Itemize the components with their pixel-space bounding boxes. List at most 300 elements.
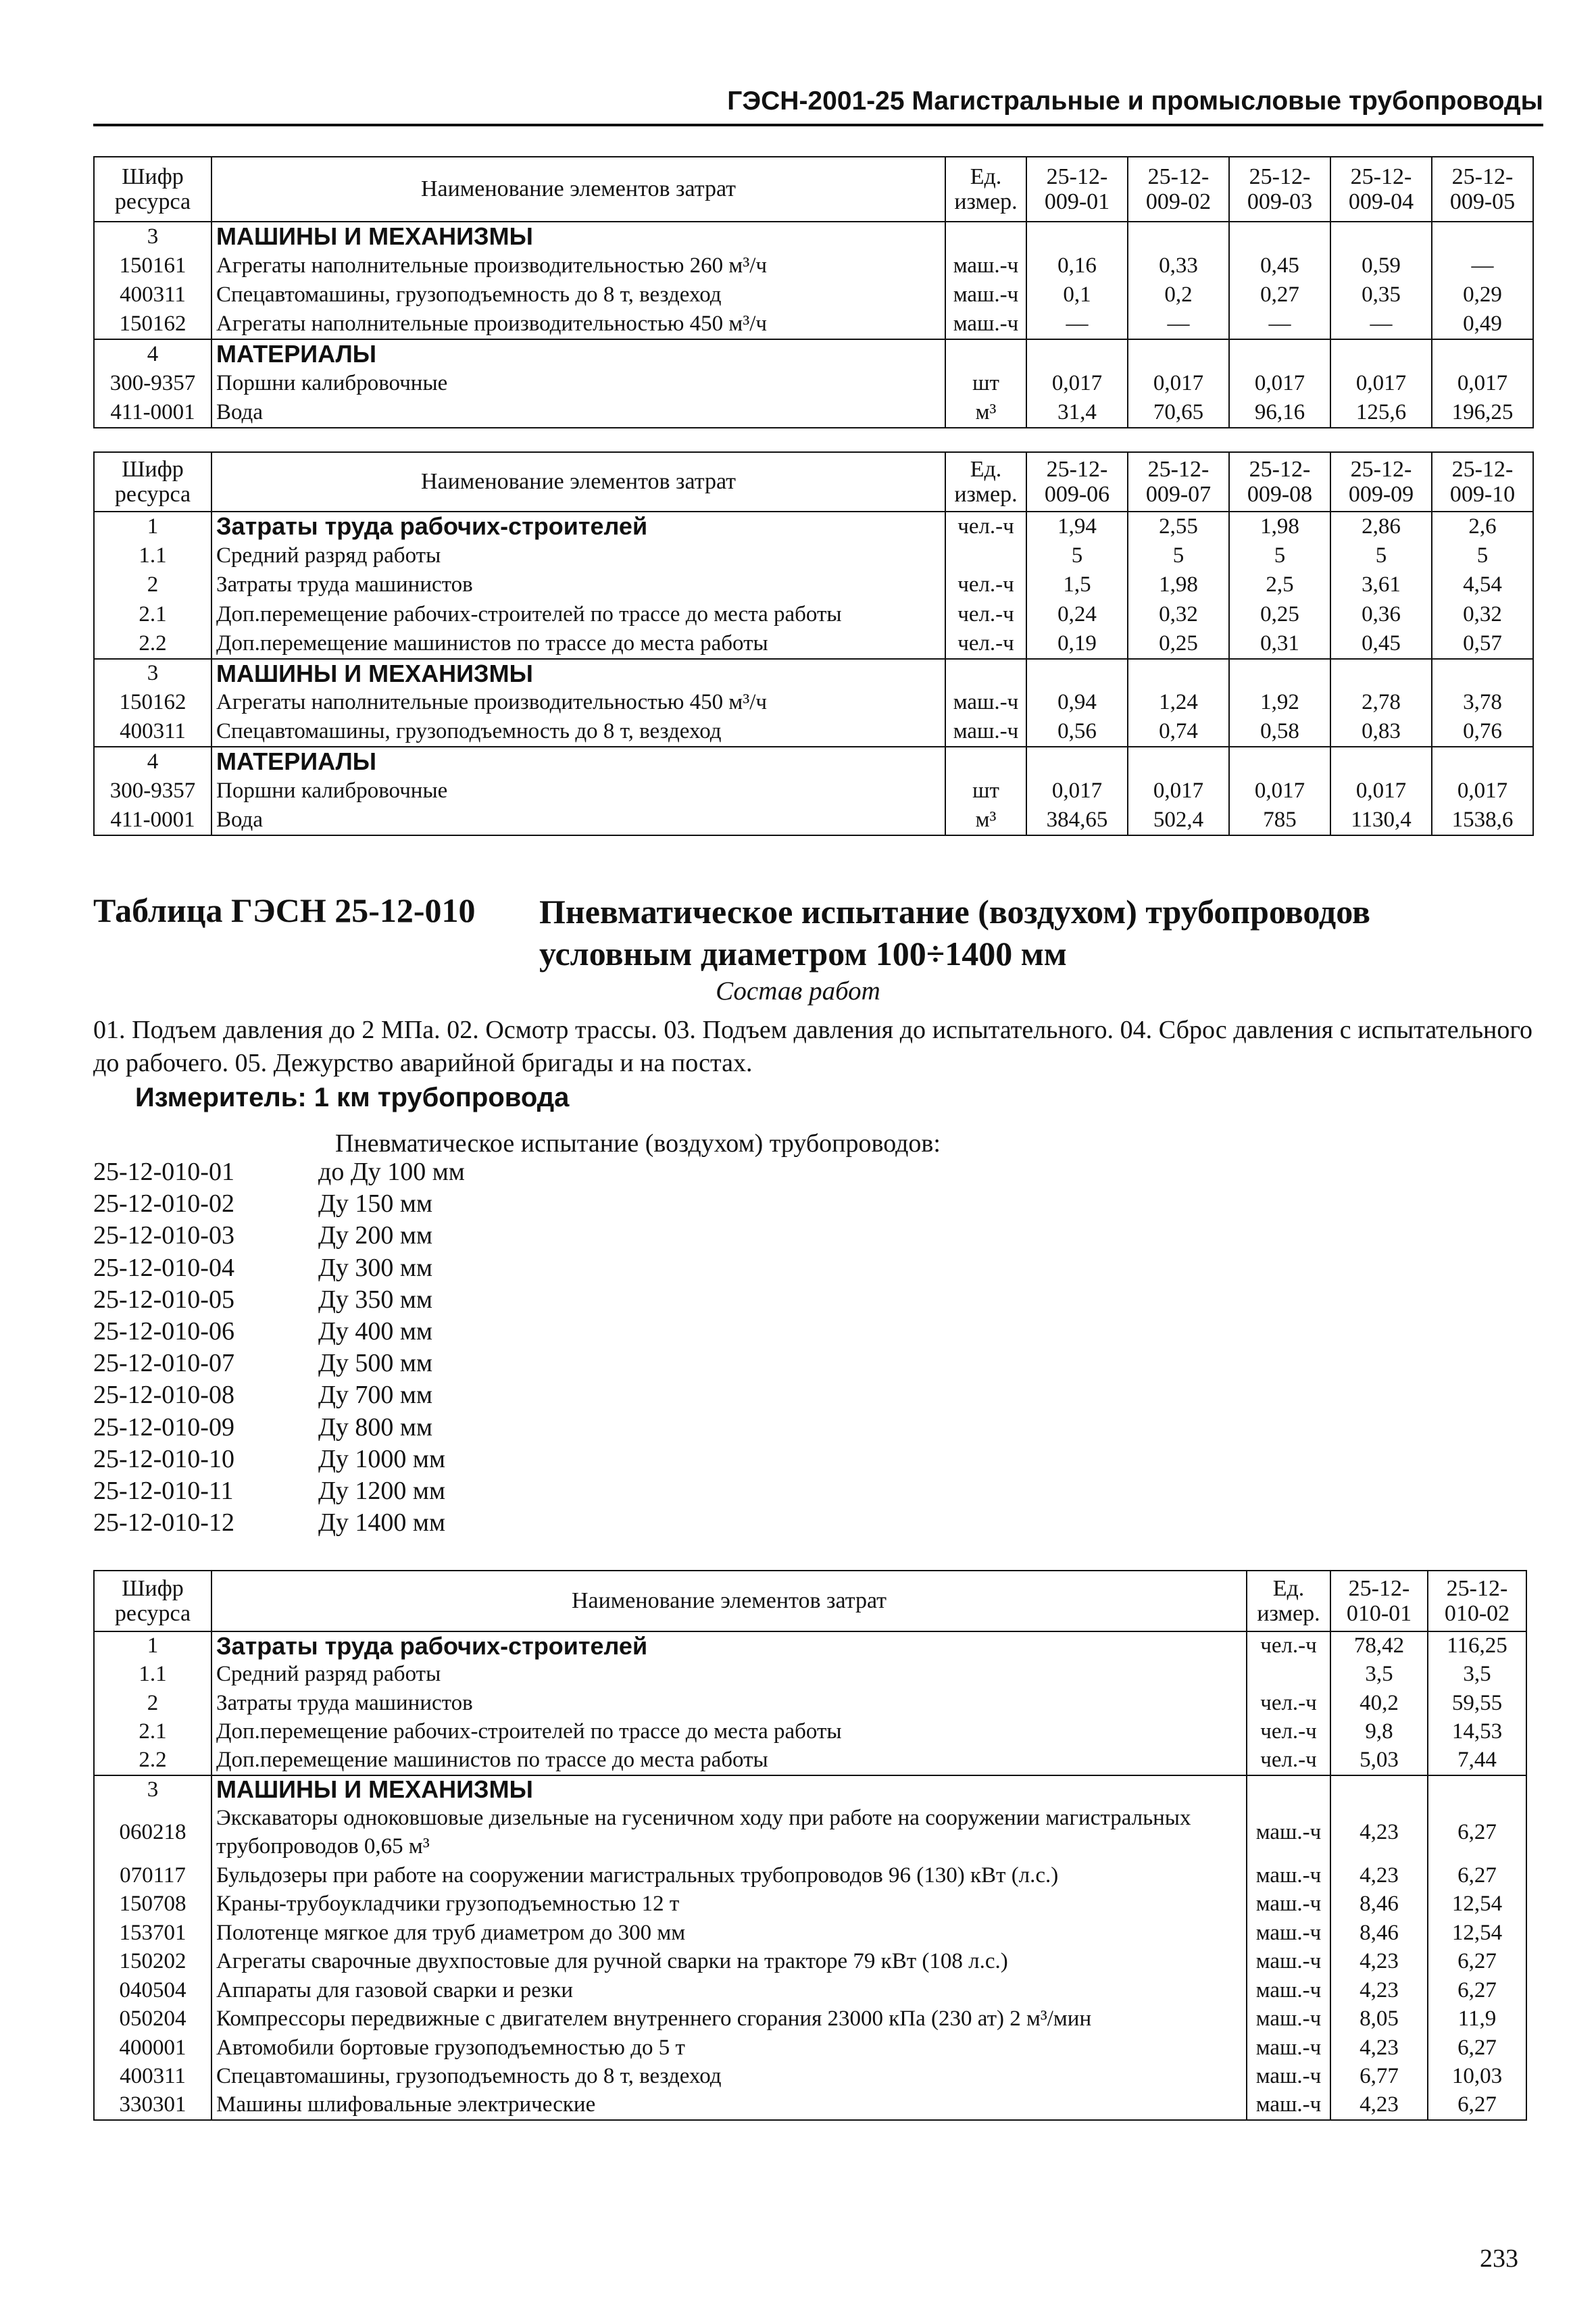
norm-value: — [1026, 310, 1128, 340]
norm-value: 196,25 [1432, 398, 1533, 428]
column-header [1432, 157, 1533, 222]
norm-value: 1,98 [1229, 512, 1330, 541]
column-header [1330, 157, 1432, 222]
resource-code: 400311 [94, 280, 211, 310]
cost-element-name: Экскаваторы одноковшовые дизельные на гусеничном ходу при работе на сооружении магистральных трубопроводов 0,65 м³ [211, 1804, 1247, 1861]
unit-of-measure: чел.-ч [945, 600, 1026, 630]
column-header [1229, 157, 1330, 222]
norm-value: 2,86 [1330, 512, 1432, 541]
table-row [94, 1890, 1526, 1919]
composition-label: Состав работ [716, 977, 880, 1006]
norm-value [1128, 659, 1229, 689]
unit-header-line2: измер. [954, 189, 1018, 214]
resource-code: 150162 [94, 310, 211, 340]
cost-element-name: Агрегаты наполнительные производительностью 450 м³/ч [211, 310, 945, 340]
resource-code: 330301 [94, 2091, 211, 2120]
cost-element-name: Доп.перемещение машинистов по трассе до места работы [211, 629, 945, 659]
norm-value: 0,36 [1330, 600, 1432, 630]
norm-value: 0,58 [1229, 718, 1330, 747]
unit-of-measure: шт [945, 369, 1026, 399]
measure-unit: Измеритель: 1 км трубопровода [135, 1083, 570, 1112]
code-header [94, 452, 211, 512]
resource-code: 150162 [94, 688, 211, 718]
table-header [94, 452, 1533, 512]
norm-value [1432, 747, 1533, 777]
resource-code: 1 [94, 1631, 211, 1660]
norms-table-010 [93, 1570, 1527, 2121]
norm-value: 7,44 [1428, 1746, 1526, 1775]
cost-element-name: Доп.перемещение машинистов по трассе до места работы [211, 1746, 1247, 1775]
unit-of-measure: чел.-ч [1247, 1746, 1330, 1775]
norm-value: 0,16 [1026, 251, 1128, 281]
resource-code: 400311 [94, 718, 211, 747]
table-header [94, 157, 1533, 222]
norm-value: 0,49 [1432, 310, 1533, 340]
unit-of-measure: маш.-ч [1247, 2034, 1330, 2063]
resource-code: 1.1 [94, 541, 211, 571]
cost-element-name: Доп.перемещение рабочих-строителей по трассе до места работы [211, 600, 945, 630]
cost-element-name: Машины шлифовальные электрические [211, 2091, 1247, 2120]
resource-code: 2.1 [94, 1718, 211, 1747]
norm-value: 0,017 [1432, 777, 1533, 806]
norm-value [1026, 339, 1128, 369]
unit-of-measure [1247, 1775, 1330, 1804]
column-header-line2: 009-05 [1449, 189, 1516, 214]
table-body [94, 1631, 1526, 2120]
table-row [94, 280, 1533, 310]
norm-value: 40,2 [1330, 1689, 1428, 1718]
table-row [94, 1804, 1526, 1861]
unit-header-line1: Ед. [970, 456, 1002, 482]
column-header-line2: 009-04 [1348, 189, 1414, 214]
resource-code: 2 [94, 570, 211, 600]
norm-description: Ду 200 мм [318, 1221, 433, 1250]
table-row [94, 310, 1533, 340]
norm-value: 0,33 [1128, 251, 1229, 281]
norm-value: 8,46 [1330, 1890, 1428, 1919]
code-header [94, 157, 211, 222]
column-header-line2: 009-07 [1145, 482, 1212, 507]
norm-value: 5 [1026, 541, 1128, 571]
norm-value: 9,8 [1330, 1718, 1428, 1747]
norm-value: 0,74 [1128, 718, 1229, 747]
unit-of-measure: м³ [945, 806, 1026, 835]
norms-table-009-06-10 [93, 451, 1534, 836]
norm-value: 0,19 [1026, 629, 1128, 659]
section-row [94, 339, 1533, 369]
code-header-line2: ресурса [114, 1601, 191, 1626]
norm-value: 0,017 [1229, 777, 1330, 806]
table-row [94, 2063, 1526, 2092]
table-row [94, 1718, 1526, 1747]
unit-of-measure [945, 222, 1026, 251]
table-row [94, 1976, 1526, 2005]
resource-code: 2.1 [94, 600, 211, 630]
code-header [94, 1571, 211, 1631]
column-header-line1: 25-12- [1249, 164, 1311, 189]
resource-code: 3 [94, 222, 211, 251]
resource-code: 1 [94, 512, 211, 541]
unit-of-measure: маш.-ч [945, 718, 1026, 747]
table-description: Пневматическое испытание (воздухом) трубопроводов условным диаметром 100÷1400 мм [539, 893, 1370, 973]
resource-code: 2 [94, 1689, 211, 1718]
column-header-line1: 25-12- [1046, 456, 1108, 482]
norm-code: 25-12-010-10 [93, 1444, 234, 1473]
norm-description: Ду 400 мм [318, 1316, 433, 1346]
norm-value: 2,78 [1330, 688, 1432, 718]
unit-of-measure: шт [945, 777, 1026, 806]
section-row [94, 1775, 1526, 1804]
cost-element-name: Поршни калибровочные [211, 369, 945, 399]
resource-code: 2.2 [94, 1746, 211, 1775]
cost-element-name: Затраты труда машинистов [211, 1689, 1247, 1718]
name-header: Наименование элементов затрат [211, 157, 945, 222]
cost-element-name: Спецавтомашины, грузоподъемность до 8 т, вездеход [211, 718, 945, 747]
norm-value: 1130,4 [1330, 806, 1432, 835]
norm-value [1432, 659, 1533, 689]
unit-of-measure: чел.-ч [945, 512, 1026, 541]
norm-value: 0,25 [1128, 629, 1229, 659]
norm-value: 1,94 [1026, 512, 1128, 541]
unit-header [1247, 1571, 1330, 1631]
cost-element-name: Спецавтомашины, грузоподъемность до 8 т, вездеход [211, 2063, 1247, 2092]
norm-value: 0,57 [1432, 629, 1533, 659]
table-row [94, 2091, 1526, 2120]
column-header-line2: 009-03 [1247, 189, 1313, 214]
table-row [94, 251, 1533, 281]
running-header: ГЭСН-2001-25 Магистральные и промысловые трубопроводы [727, 87, 1543, 116]
norm-value: 0,31 [1229, 629, 1330, 659]
norm-code: 25-12-010-12 [93, 1508, 234, 1537]
norm-value: 0,76 [1432, 718, 1533, 747]
norm-value: 78,42 [1330, 1631, 1428, 1660]
norm-value: 0,94 [1026, 688, 1128, 718]
norm-code: 25-12-010-01 [93, 1158, 234, 1186]
norm-value: 31,4 [1026, 398, 1128, 428]
column-header-line2: 009-02 [1145, 189, 1212, 214]
code-header-line2: ресурса [114, 189, 191, 214]
table-row [94, 718, 1533, 747]
norm-value: 12,54 [1428, 1890, 1526, 1919]
norm-value: 1,24 [1128, 688, 1229, 718]
norm-value: — [1128, 310, 1229, 340]
norm-value [1330, 222, 1432, 251]
norm-code: 25-12-010-08 [93, 1381, 234, 1410]
code-header-line1: Шифр [122, 164, 184, 189]
resource-code: 070117 [94, 1861, 211, 1890]
cost-element-name: Поршни калибровочные [211, 777, 945, 806]
unit-of-measure: маш.-ч [945, 688, 1026, 718]
norm-description: Ду 1400 мм [318, 1508, 446, 1537]
norm-value: 70,65 [1128, 398, 1229, 428]
norm-value: 5 [1128, 541, 1229, 571]
unit-of-measure: маш.-ч [945, 251, 1026, 281]
table-row [94, 806, 1533, 835]
column-header-line2: 010-01 [1346, 1601, 1412, 1626]
norm-value: 785 [1229, 806, 1330, 835]
norm-value: — [1330, 310, 1432, 340]
table-row [94, 1919, 1526, 1948]
norm-value: 6,27 [1428, 2091, 1526, 2120]
unit-of-measure [945, 541, 1026, 571]
norm-value: 11,9 [1428, 2005, 1526, 2034]
section-row [94, 222, 1533, 251]
cost-element-name: МАШИНЫ И МЕХАНИЗМЫ [211, 659, 945, 689]
norm-value: 6,27 [1428, 1804, 1526, 1861]
resource-code: 040504 [94, 1976, 211, 2005]
section-row [94, 1631, 1526, 1660]
resource-code: 153701 [94, 1919, 211, 1948]
cost-element-name: Краны-трубоукладчики грузоподъемностью 12 т [211, 1890, 1247, 1919]
table-body [94, 222, 1533, 428]
norm-value [1229, 339, 1330, 369]
table-row [94, 369, 1533, 399]
norm-value [1229, 747, 1330, 777]
norm-value [1330, 339, 1432, 369]
unit-of-measure [945, 339, 1026, 369]
column-header-line2: 010-02 [1444, 1601, 1510, 1626]
cost-element-name: Полотенце мягкое для труб диаметром до 300 мм [211, 1919, 1247, 1948]
norm-value [1330, 1775, 1428, 1804]
cost-element-name: Спецавтомашины, грузоподъемность до 8 т, вездеход [211, 280, 945, 310]
column-header-line1: 25-12- [1147, 456, 1210, 482]
resource-code: 4 [94, 747, 211, 777]
norm-value: 4,23 [1330, 1861, 1428, 1890]
cost-element-name: Доп.перемещение рабочих-строителей по трассе до места работы [211, 1718, 1247, 1747]
column-header-line1: 25-12- [1451, 164, 1514, 189]
norm-value: 3,78 [1432, 688, 1533, 718]
unit-of-measure: маш.-ч [1247, 2005, 1330, 2034]
norm-value: 0,2 [1128, 280, 1229, 310]
unit-header-line2: измер. [954, 482, 1018, 507]
norm-description: Ду 1200 мм [318, 1476, 446, 1505]
norm-value: 0,35 [1330, 280, 1432, 310]
norm-value [1128, 339, 1229, 369]
norm-code: 25-12-010-05 [93, 1285, 234, 1314]
unit-of-measure: чел.-ч [945, 570, 1026, 600]
norm-value [1026, 659, 1128, 689]
norm-value: 502,4 [1128, 806, 1229, 835]
resource-code: 060218 [94, 1804, 211, 1861]
norm-code: 25-12-010-02 [93, 1189, 234, 1218]
resource-code: 150708 [94, 1890, 211, 1919]
column-header [1432, 452, 1533, 512]
unit-of-measure [945, 659, 1026, 689]
table-row [94, 541, 1533, 571]
norm-value [1330, 659, 1432, 689]
resource-code: 2.2 [94, 629, 211, 659]
norm-code: 25-12-010-03 [93, 1221, 234, 1250]
norm-value: 4,54 [1432, 570, 1533, 600]
norm-code: 25-12-010-11 [93, 1476, 234, 1505]
unit-of-measure: маш.-ч [1247, 1861, 1330, 1890]
norms-table-009-01-05 [93, 156, 1534, 428]
norm-value: 0,1 [1026, 280, 1128, 310]
cost-element-name: Автомобили бортовые грузоподъемностью до 5 т [211, 2034, 1247, 2063]
table-header [94, 1571, 1526, 1631]
norm-value: 0,59 [1330, 251, 1432, 281]
cost-element-name: Вода [211, 806, 945, 835]
table-body [94, 512, 1533, 835]
section-row [94, 659, 1533, 689]
column-header [1330, 1571, 1428, 1631]
code-header-line1: Шифр [122, 1575, 184, 1601]
norm-value: 6,77 [1330, 2063, 1428, 2092]
unit-of-measure [945, 747, 1026, 777]
norm-value: 0,017 [1026, 777, 1128, 806]
norm-value [1026, 222, 1128, 251]
unit-of-measure: маш.-ч [1247, 1976, 1330, 2005]
norm-value: 5,03 [1330, 1746, 1428, 1775]
table-row [94, 777, 1533, 806]
cost-element-name: Бульдозеры при работе на сооружении магистральных трубопроводов 96 (130) кВт (л.с.) [211, 1861, 1247, 1890]
column-header-line1: 25-12- [1046, 164, 1108, 189]
column-header [1128, 157, 1229, 222]
table-row [94, 570, 1533, 600]
column-header-line1: 25-12- [1249, 456, 1311, 482]
cost-element-name: Аппараты для газовой сварки и резки [211, 1976, 1247, 2005]
column-header-line2: 009-10 [1449, 482, 1516, 507]
name-header: Наименование элементов затрат [211, 1571, 1247, 1631]
unit-of-measure: маш.-ч [1247, 1890, 1330, 1919]
norm-value: 0,017 [1330, 777, 1432, 806]
norm-description: Ду 150 мм [318, 1189, 433, 1218]
cost-element-name: Агрегаты наполнительные производительностью 450 м³/ч [211, 688, 945, 718]
norm-value: 0,32 [1128, 600, 1229, 630]
norm-value: 6,27 [1428, 1948, 1526, 1977]
norm-value: 0,017 [1229, 369, 1330, 399]
norm-value [1128, 222, 1229, 251]
cost-element-name: Компрессоры передвижные с двигателем внутреннего сгорания 23000 кПа (230 ат) 2 м³/мин [211, 2005, 1247, 2034]
norm-code: 25-12-010-04 [93, 1253, 234, 1282]
unit-of-measure: чел.-ч [1247, 1689, 1330, 1718]
norm-value: 2,5 [1229, 570, 1330, 600]
resource-code: 150161 [94, 251, 211, 281]
unit-header-line1: Ед. [1272, 1575, 1305, 1601]
composition-text: 01. Подъем давления до 2 МПа. 02. Осмотр трассы. 03. Подъем давления до испытательного. 04. Сброс давления с испытательного до рабочего. 05. Дежурство аварийной бригады и на постах. [93, 1016, 1532, 1078]
norm-value: 384,65 [1026, 806, 1128, 835]
norm-value: 125,6 [1330, 398, 1432, 428]
unit-header-line2: измер. [1257, 1601, 1320, 1626]
norm-value: 4,23 [1330, 2091, 1428, 2120]
norm-value: 4,23 [1330, 1948, 1428, 1977]
cost-element-name: МАТЕРИАЛЫ [211, 747, 945, 777]
column-header-line1: 25-12- [1348, 1575, 1410, 1601]
norm-value [1229, 222, 1330, 251]
column-header [1128, 452, 1229, 512]
column-header [1330, 452, 1432, 512]
unit-of-measure: маш.-ч [1247, 2091, 1330, 2120]
unit-of-measure: маш.-ч [1247, 1804, 1330, 1861]
unit-header-line1: Ед. [970, 164, 1002, 189]
header-rule [93, 124, 1543, 126]
norm-value: 0,27 [1229, 280, 1330, 310]
column-header-line1: 25-12- [1350, 456, 1412, 482]
norm-value: 2,55 [1128, 512, 1229, 541]
norm-value: 0,017 [1026, 369, 1128, 399]
resource-code: 3 [94, 1775, 211, 1804]
code-header-line2: ресурса [114, 482, 191, 507]
table-row [94, 1861, 1526, 1890]
name-header: Наименование элементов затрат [211, 452, 945, 512]
resource-code: 400001 [94, 2034, 211, 2063]
norm-value: 8,46 [1330, 1919, 1428, 1948]
norm-value: 5 [1432, 541, 1533, 571]
norm-value [1229, 659, 1330, 689]
resource-code: 150202 [94, 1948, 211, 1977]
norm-value: 0,25 [1229, 600, 1330, 630]
norm-value: 0,83 [1330, 718, 1432, 747]
cost-element-name: Агрегаты наполнительные производительностью 260 м³/ч [211, 251, 945, 281]
norm-value: 12,54 [1428, 1919, 1526, 1948]
norm-value: 2,6 [1432, 512, 1533, 541]
norm-value: 3,5 [1330, 1660, 1428, 1690]
norm-value [1026, 747, 1128, 777]
norm-value [1330, 747, 1432, 777]
code-header-line1: Шифр [122, 456, 184, 482]
norm-value: — [1229, 310, 1330, 340]
norm-value: 6,27 [1428, 1976, 1526, 2005]
resource-code: 4 [94, 339, 211, 369]
norm-code: 25-12-010-09 [93, 1412, 234, 1442]
norm-value: 0,45 [1229, 251, 1330, 281]
unit-of-measure: чел.-ч [945, 629, 1026, 659]
page-number: 233 [1480, 2244, 1518, 2273]
unit-of-measure: маш.-ч [945, 280, 1026, 310]
unit-of-measure: маш.-ч [1247, 2063, 1330, 2092]
column-header-line2: 009-08 [1247, 482, 1313, 507]
norm-value: 0,017 [1330, 369, 1432, 399]
column-header-line2: 009-01 [1044, 189, 1110, 214]
column-header [1026, 157, 1128, 222]
norm-value: 0,45 [1330, 629, 1432, 659]
column-header-line1: 25-12- [1350, 164, 1412, 189]
unit-of-measure: маш.-ч [1247, 1948, 1330, 1977]
norm-value: 8,05 [1330, 2005, 1428, 2034]
norm-value: 0,32 [1432, 600, 1533, 630]
table-row [94, 688, 1533, 718]
column-header-line1: 25-12- [1147, 164, 1210, 189]
norm-value: 116,25 [1428, 1631, 1526, 1660]
cost-element-name: МАТЕРИАЛЫ [211, 339, 945, 369]
resource-code: 3 [94, 659, 211, 689]
norm-value: 4,23 [1330, 1976, 1428, 2005]
norm-value: 10,03 [1428, 2063, 1526, 2092]
column-header [1428, 1571, 1526, 1631]
unit-of-measure [1247, 1660, 1330, 1690]
table-row [94, 2034, 1526, 2063]
norm-value: 0,56 [1026, 718, 1128, 747]
cost-element-name: МАШИНЫ И МЕХАНИЗМЫ [211, 222, 945, 251]
norm-description: Ду 800 мм [318, 1412, 433, 1442]
table-row [94, 398, 1533, 428]
norm-value: 6,27 [1428, 1861, 1526, 1890]
column-header [1229, 452, 1330, 512]
norm-value: 0,017 [1432, 369, 1533, 399]
table-title: Таблица ГЭСН 25-12-010 [93, 891, 476, 929]
unit-header [945, 452, 1026, 512]
cost-element-name: Средний разряд работы [211, 1660, 1247, 1690]
norm-value [1428, 1775, 1526, 1804]
table-row [94, 1948, 1526, 1977]
norm-value: 5 [1229, 541, 1330, 571]
resource-code: 400311 [94, 2063, 211, 2092]
norm-value: 3,5 [1428, 1660, 1526, 1690]
resource-code: 411-0001 [94, 398, 211, 428]
norm-value: 0,017 [1128, 777, 1229, 806]
table-row [94, 600, 1533, 630]
norm-value: 5 [1330, 541, 1432, 571]
